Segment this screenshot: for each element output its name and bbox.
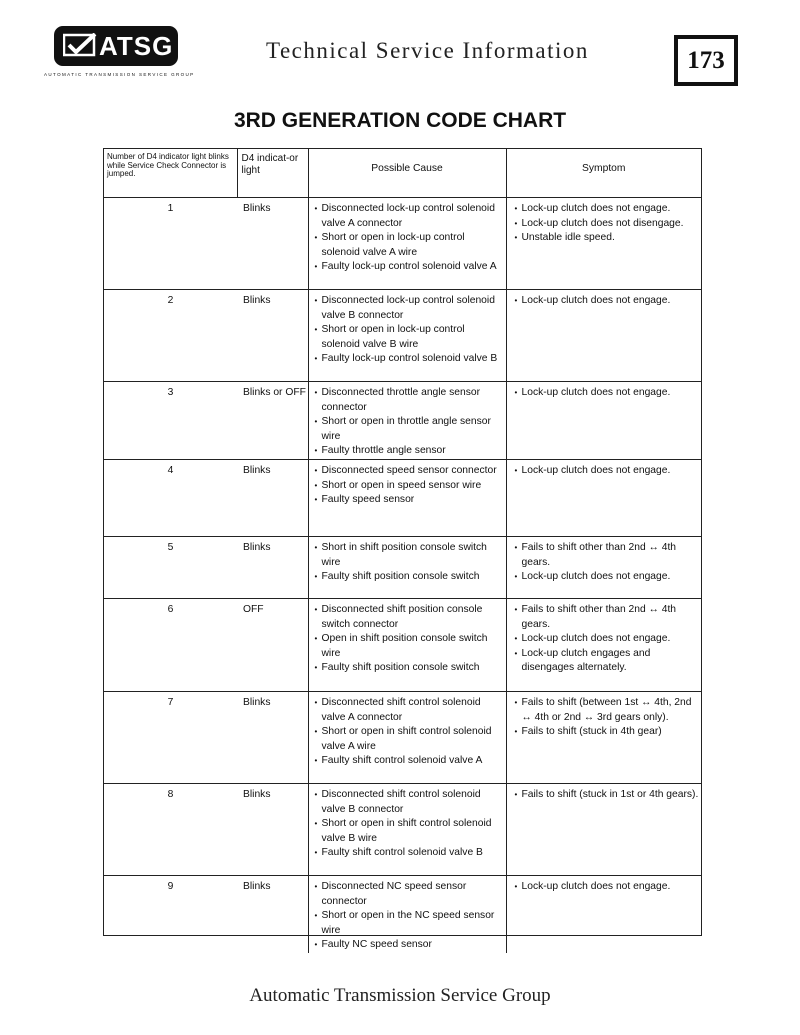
table-row (104, 691, 701, 783)
cause-item: • Short or open in speed sensor wire (315, 479, 504, 494)
cause-list (315, 788, 504, 861)
symptom-cell (506, 783, 701, 875)
table-row (104, 875, 701, 952)
table-row (104, 290, 701, 382)
cause-item: • Short or open in shift control solenoid valve B wire (315, 817, 504, 846)
symptom-cell (506, 198, 701, 290)
logo-text: ATSG (99, 31, 174, 61)
symptom-list (515, 202, 700, 246)
possible-cause-cell (308, 598, 506, 691)
symptom-item: • Unstable idle speed. (515, 231, 700, 246)
d4-light-cell: Blinks (237, 536, 308, 598)
symptom-cell (506, 875, 701, 952)
symptom-item: • Fails to shift other than 2nd ↔ 4th gears. (515, 603, 700, 632)
d4-light-cell: Blinks (237, 783, 308, 875)
blink-count-cell: 3 (104, 382, 237, 460)
cause-item: • Faulty speed sensor (315, 493, 504, 508)
blink-count-cell: 7 (104, 691, 237, 783)
cause-item: • Faulty lock-up control solenoid valve B (315, 352, 504, 367)
header-title: Technical Service Information (266, 38, 589, 63)
d4-light-cell: OFF (237, 598, 308, 691)
symptom-list (515, 541, 700, 585)
blink-count-cell: 9 (104, 875, 237, 952)
symptom-cell (506, 598, 701, 691)
d4-light-cell: Blinks (237, 691, 308, 783)
cause-item: • Disconnected NC speed sensor connector (315, 880, 504, 909)
logo-subtext: AUTOMATIC TRANSMISSION SERVICE GROUP (44, 72, 195, 77)
cause-list (315, 202, 504, 275)
cause-item: • Disconnected throttle angle sensor connector (315, 386, 504, 415)
cause-list (315, 603, 504, 676)
blink-count-cell: 6 (104, 598, 237, 691)
d4-light-cell: Blinks or OFF (237, 382, 308, 460)
blink-count-cell: 4 (104, 459, 237, 536)
cause-list (315, 696, 504, 769)
symptom-cell (506, 536, 701, 598)
d4-light-cell: Blinks (237, 459, 308, 536)
symptom-item: • Fails to shift (stuck in 1st or 4th gears). (515, 788, 700, 803)
code-chart-table (104, 148, 701, 953)
possible-cause-cell (308, 290, 506, 382)
cause-item: • Short in shift position console switch wire (315, 541, 504, 570)
cause-list (315, 464, 504, 508)
possible-cause-cell (308, 459, 506, 536)
symptom-list (515, 386, 700, 401)
symptom-cell (506, 290, 701, 382)
table-row (104, 598, 701, 691)
cause-item: • Faulty lock-up control solenoid valve A (315, 260, 504, 275)
symptom-cell (506, 382, 701, 460)
cause-list (315, 386, 504, 459)
column-header-symptom: Symptom (506, 149, 701, 198)
table-row (104, 198, 701, 290)
footer: Automatic Transmission Service Group (249, 985, 551, 1006)
cause-item: • Faulty shift position console switch (315, 661, 504, 676)
column-header-blinks: Number of D4 indicator light blinks while Service Check Connector is jumped. (104, 149, 237, 198)
symptom-item: • Lock-up clutch does not engage. (515, 570, 700, 585)
symptom-item: • Lock-up clutch does not engage. (515, 880, 700, 895)
cause-item: • Faulty shift control solenoid valve B (315, 846, 504, 861)
possible-cause-cell (308, 382, 506, 460)
cause-item: • Disconnected speed sensor connector (315, 464, 504, 479)
symptom-item: • Lock-up clutch does not engage. (515, 386, 700, 401)
cause-item: • Faulty throttle angle sensor (315, 444, 504, 459)
symptom-list (515, 696, 700, 740)
d4-light-cell: Blinks (237, 875, 308, 952)
page-number: 173 (687, 47, 725, 74)
checkmark-icon (63, 33, 97, 59)
cause-item: • Short or open in throttle angle sensor wire (315, 415, 504, 444)
symptom-item: • Lock-up clutch does not engage. (515, 632, 700, 647)
cause-item: • Disconnected shift control solenoid valve A connector (315, 696, 504, 725)
blink-count-cell: 1 (104, 198, 237, 290)
cause-item: • Disconnected shift control solenoid valve B connector (315, 788, 504, 817)
cause-list (315, 294, 504, 367)
possible-cause-cell (308, 691, 506, 783)
table-row (104, 382, 701, 460)
possible-cause-cell (308, 198, 506, 290)
symptom-item: • Fails to shift other than 2nd ↔ 4th gears. (515, 541, 700, 570)
table-row (104, 783, 701, 875)
column-header-possible-cause: Possible Cause (308, 149, 506, 198)
blink-count-cell: 8 (104, 783, 237, 875)
atsg-logo (44, 26, 194, 88)
possible-cause-cell (308, 783, 506, 875)
table-header-row (104, 149, 701, 198)
symptom-item: • Lock-up clutch does not engage. (515, 202, 700, 217)
possible-cause-cell (308, 875, 506, 952)
cause-list (315, 880, 504, 953)
symptom-item: • Lock-up clutch does not disengage. (515, 217, 700, 232)
cause-item: • Faulty NC speed sensor (315, 938, 504, 953)
possible-cause-cell (308, 536, 506, 598)
symptom-item: • Lock-up clutch does not engage. (515, 294, 700, 309)
symptom-item: • Fails to shift (between 1st ↔ 4th, 2nd ↔ 4th or 2nd ↔ 3rd gears only). (515, 696, 700, 725)
cause-item: • Disconnected lock-up control solenoid valve B connector (315, 294, 504, 323)
chart-title: 3RD GENERATION CODE CHART (233, 109, 567, 132)
symptom-item: • Lock-up clutch engages and disengages alternately. (515, 647, 700, 676)
cause-item: • Disconnected shift position console switch connector (315, 603, 504, 632)
table-row (104, 536, 701, 598)
table-row (104, 459, 701, 536)
symptom-list (515, 880, 700, 895)
d4-light-cell: Blinks (237, 290, 308, 382)
cause-item: • Short or open in shift control solenoid valve A wire (315, 725, 504, 754)
cause-item: • Open in shift position console switch wire (315, 632, 504, 661)
logo-badge (54, 26, 178, 66)
cause-item: • Short or open in lock-up control solenoid valve A wire (315, 231, 504, 260)
cause-item: • Short or open in lock-up control solenoid valve B wire (315, 323, 504, 352)
cause-item: • Faulty shift position console switch (315, 570, 504, 585)
code-chart-table-wrap (103, 148, 702, 951)
symptom-list (515, 603, 700, 676)
symptom-cell (506, 459, 701, 536)
column-header-d4-light: D4 indicat-or light (237, 149, 308, 198)
page-number-box (674, 35, 738, 86)
blink-count-cell: 2 (104, 290, 237, 382)
cause-list (315, 541, 504, 585)
symptom-list (515, 294, 700, 309)
symptom-item: • Lock-up clutch does not engage. (515, 464, 700, 479)
cause-item: • Disconnected lock-up control solenoid valve A connector (315, 202, 504, 231)
blink-count-cell: 5 (104, 536, 237, 598)
symptom-item: • Fails to shift (stuck in 4th gear) (515, 725, 700, 740)
symptom-cell (506, 691, 701, 783)
symptom-list (515, 788, 700, 803)
cause-item: • Faulty shift control solenoid valve A (315, 754, 504, 769)
cause-item: • Short or open in the NC speed sensor wire (315, 909, 504, 938)
d4-light-cell: Blinks (237, 198, 308, 290)
symptom-list (515, 464, 700, 479)
